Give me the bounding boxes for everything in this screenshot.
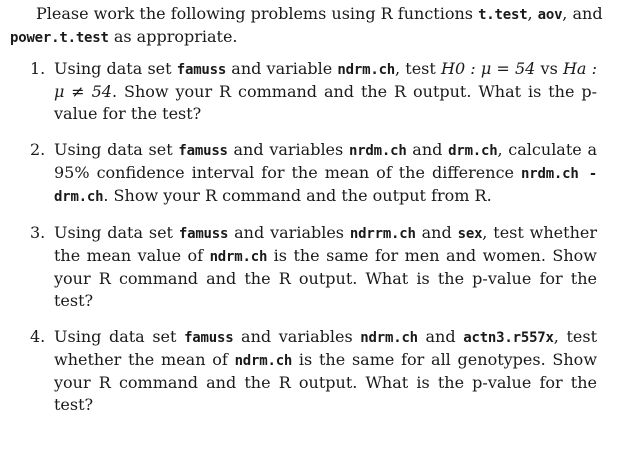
code-variable: ndrrm.ch	[349, 226, 416, 242]
code-variable: nrdm.ch	[348, 143, 407, 159]
code-variable: ndrm.ch	[234, 353, 293, 369]
code-dataset: famuss	[178, 143, 228, 159]
code-variable: ndrm.ch	[337, 62, 396, 78]
problem-item-1	[22, 58, 597, 125]
code-dataset: famuss	[184, 330, 234, 346]
intro-text: , and	[562, 4, 603, 23]
problem-item-2	[22, 139, 597, 208]
problem-text: Using data set famuss and variable ndrm.ch, test H0 : μ = 54 vs Ha : μ ≠ 54. Show your R command and the R output. What is the p-value for the test?	[54, 59, 598, 123]
code-variable: actn3.r557x	[463, 330, 554, 346]
problem-item-4	[22, 326, 597, 416]
code-t-test: t.test	[478, 7, 528, 23]
problem-text: Using data set famuss and variables ndrm.ch and actn3.r557x, test whether the mean of ndrm.ch is the same for all genotypes. Show your R command and the R output. What is the p-value for the test?	[54, 327, 598, 414]
code-variable: drm.ch	[448, 143, 498, 159]
intro-paragraph	[10, 3, 610, 49]
code-dataset: famuss	[176, 62, 227, 78]
problem-number: 4.	[30, 327, 46, 346]
problem-text: Using data set famuss and variables ndrrm.ch and sex, test whether the mean value of ndrm.ch is the same for men and women. Show your R command and the R output. What is the p-value for the test?	[54, 223, 598, 310]
problem-item-3	[22, 222, 597, 312]
code-dataset: famuss	[178, 226, 229, 242]
problem-number: 3.	[30, 223, 46, 242]
alt-hypothesis: Ha : μ ≠ 54	[54, 59, 598, 101]
intro-line-1	[10, 3, 610, 26]
code-variable: ndrm.ch	[360, 330, 418, 346]
null-hypothesis: H0 : μ = 54	[441, 59, 536, 78]
intro-text: as appropriate.	[108, 27, 238, 46]
intro-text: ,	[527, 4, 538, 23]
code-variable: ndrm.ch	[209, 249, 268, 265]
code-aov: aov	[537, 7, 563, 23]
problem-number: 1.	[30, 59, 46, 78]
problem-number: 2.	[30, 140, 46, 159]
problem-text: Using data set famuss and variables nrdm.ch and drm.ch, calculate a 95% confidence interval for the mean of the difference nrdm.ch - drm.ch. Show your R command and the output from R.	[54, 140, 598, 205]
code-power-t-test: power.t.test	[10, 30, 109, 46]
code-expression: nrdm.ch - drm.ch	[54, 166, 597, 205]
code-variable: sex	[457, 226, 483, 242]
problem-list	[22, 58, 597, 430]
intro-text: Please work the following problems using R functions	[36, 4, 479, 23]
